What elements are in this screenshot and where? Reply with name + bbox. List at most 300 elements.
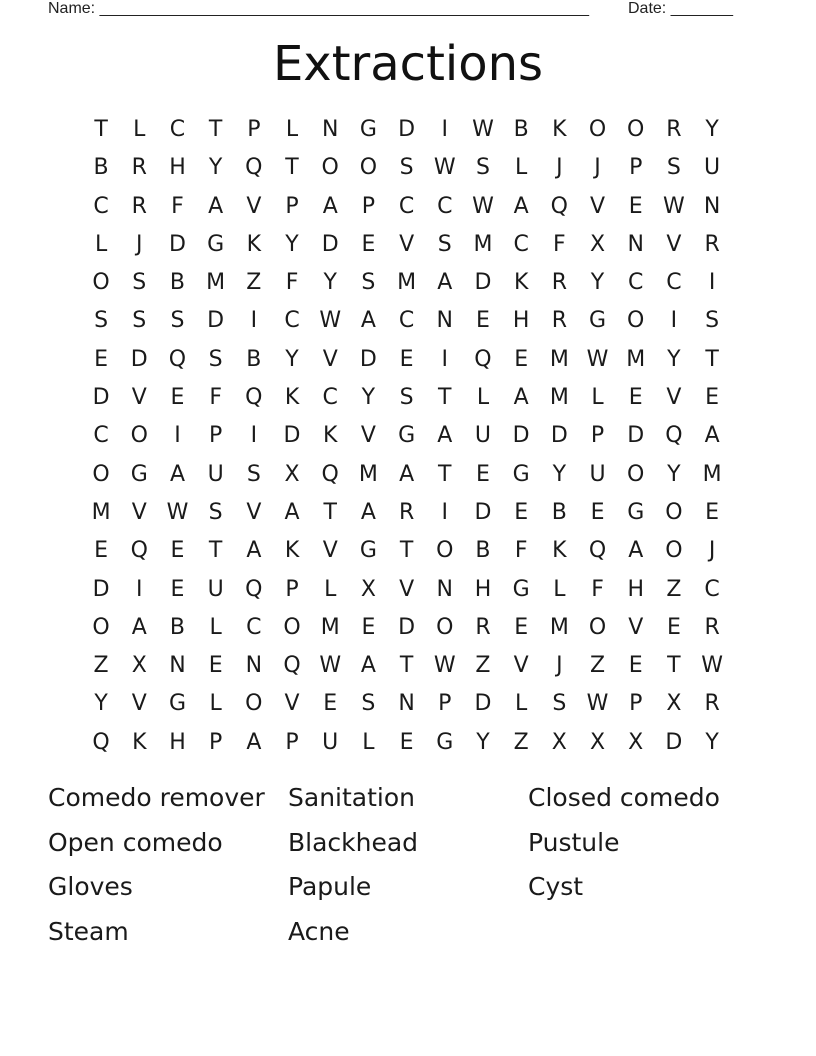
grid-letter: A [513, 385, 529, 411]
grid-letter: N [169, 653, 186, 679]
grid-letter: E [323, 691, 338, 717]
grid-letter: A [437, 423, 453, 449]
grid-letter: I [670, 308, 678, 334]
grid-letter: E [361, 614, 376, 640]
grid-letter: L [476, 385, 490, 411]
grid-letter: V [131, 385, 147, 411]
grid-letter: T [208, 538, 223, 564]
grid-letter: S [399, 155, 414, 181]
grid-letter: E [590, 499, 605, 525]
grid-letter: S [208, 346, 223, 372]
grid-letter: V [246, 193, 262, 219]
grid-letter: H [627, 576, 644, 602]
grid-letter: V [131, 499, 147, 525]
grid-letter: A [628, 538, 644, 564]
grid-letter: B [513, 117, 529, 142]
grid-letter: N [245, 653, 263, 679]
grid-letter: X [589, 729, 606, 755]
grid-letter: E [399, 729, 414, 755]
grid-letter: K [132, 729, 147, 755]
grid-letter: R [704, 614, 720, 640]
grid-letter: J [708, 538, 716, 564]
grid-letter: I [441, 346, 449, 372]
grid-letter: D [474, 270, 492, 296]
grid-letter: D [665, 729, 683, 755]
grid-letter: V [666, 231, 682, 257]
grid-letter: G [627, 499, 645, 525]
word-list-item: Pustule [528, 827, 620, 857]
grid-letter: X [589, 231, 606, 257]
grid-letter: Y [323, 270, 337, 296]
grid-letter: K [246, 231, 262, 257]
grid-letter: Q [321, 461, 339, 487]
grid-letter: Z [93, 653, 109, 679]
grid-letter: C [246, 614, 262, 640]
grid-letter: O [436, 614, 454, 640]
grid-letter: P [629, 155, 643, 181]
grid-letter: R [475, 614, 491, 640]
grid-letter: S [132, 308, 147, 334]
grid-letter: M [206, 270, 226, 296]
grid-letter: E [628, 653, 643, 679]
grid-letter: S [246, 461, 261, 487]
grid-letter: V [246, 499, 262, 525]
grid-letter: D [550, 423, 568, 449]
grid-letter: B [169, 614, 186, 640]
grid-letter: G [589, 308, 607, 334]
grid-letter: G [130, 461, 148, 487]
grid-letter: J [556, 653, 563, 679]
grid-letter: A [208, 193, 224, 219]
grid-letter: M [549, 614, 569, 640]
grid-letter: P [438, 691, 452, 717]
grid-letter: O [665, 499, 683, 525]
grid-letter: C [437, 193, 453, 219]
grid-letter: T [438, 461, 452, 487]
grid-letter: V [322, 538, 338, 564]
grid-letter: E [361, 231, 376, 257]
grid-letter: Y [476, 729, 490, 755]
grid-letter: D [130, 346, 148, 372]
grid-letter: S [552, 691, 567, 717]
grid-letter: Q [588, 538, 607, 564]
grid-letter: P [629, 691, 643, 717]
grid-letter: R [704, 231, 720, 257]
grid-letter: C [322, 385, 338, 411]
grid-letter: U [207, 576, 224, 602]
name-field-label: Name: _______________________________________________________ [48, 0, 589, 17]
grid-letter: E [514, 499, 529, 525]
grid-letter: Q [665, 423, 683, 449]
grid-letter: B [475, 538, 491, 564]
grid-letter: W [166, 499, 189, 525]
grid-letter: W [319, 308, 342, 334]
grid-letter: R [131, 155, 147, 181]
letter-grid [82, 111, 731, 762]
word-list-item: Acne [288, 916, 350, 946]
grid-letter: D [283, 423, 301, 449]
grid-letter: M [549, 385, 569, 411]
grid-letter: U [589, 461, 606, 487]
grid-letter: J [594, 155, 601, 181]
grid-letter: X [551, 729, 567, 755]
grid-letter: Z [513, 729, 529, 755]
grid-letter: O [245, 691, 263, 717]
grid-letter: S [475, 155, 490, 181]
grid-letter: M [397, 270, 417, 296]
grid-letter: U [207, 461, 224, 487]
grid-letter: B [169, 270, 186, 296]
grid-letter: K [513, 270, 529, 296]
grid-letter: C [93, 423, 109, 449]
grid-letter: O [588, 614, 607, 640]
grid-letter: E [170, 385, 185, 411]
grid-letter: D [512, 423, 530, 449]
grid-letter: Q [245, 576, 263, 602]
grid-letter: P [361, 193, 376, 219]
grid-letter: Q [245, 385, 263, 411]
grid-letter: A [513, 193, 529, 219]
grid-letter: A [246, 729, 262, 755]
grid-letter: Q [550, 193, 568, 219]
grid-letter: L [209, 614, 222, 640]
grid-letter: E [705, 385, 720, 411]
grid-letter: A [360, 499, 376, 525]
grid-letter: E [666, 614, 681, 640]
grid-letter: J [136, 231, 143, 257]
grid-letter: S [170, 308, 185, 334]
grid-letter: O [436, 538, 454, 564]
grid-letter: N [703, 193, 721, 219]
grid-letter: L [515, 155, 528, 181]
grid-letter: Y [285, 346, 299, 372]
grid-letter: E [94, 346, 109, 372]
grid-letter: R [551, 270, 567, 296]
grid-letter: Z [475, 653, 491, 679]
grid-letter: A [437, 270, 453, 296]
date-field-label: Date: _______ [628, 0, 733, 17]
grid-letter: T [323, 499, 337, 525]
grid-letter: B [93, 155, 109, 181]
grid-letter: Y [590, 270, 605, 296]
grid-letter: S [399, 385, 414, 411]
grid-letter: K [552, 538, 567, 564]
grid-letter: B [246, 346, 262, 372]
grid-letter: V [360, 423, 376, 449]
grid-letter: R [398, 499, 415, 525]
grid-letter: S [132, 270, 147, 296]
grid-letter: O [665, 538, 683, 564]
grid-letter: E [170, 576, 185, 602]
grid-letter: E [94, 538, 109, 564]
grid-letter: G [359, 538, 377, 564]
grid-letter: A [284, 499, 300, 525]
grid-letter: L [362, 729, 375, 755]
grid-letter: I [136, 576, 143, 602]
grid-letter: Y [361, 385, 376, 411]
grid-letter: M [702, 461, 722, 487]
grid-letter: X [666, 691, 682, 717]
grid-letter: H [169, 729, 186, 755]
grid-letter: V [284, 691, 300, 717]
grid-letter: Y [667, 346, 681, 372]
grid-letter: H [512, 308, 530, 334]
grid-letter: F [171, 193, 184, 219]
grid-letter: Q [168, 346, 187, 372]
grid-letter: W [433, 155, 456, 181]
grid-letter: S [705, 308, 720, 334]
grid-letter: R [666, 117, 682, 142]
grid-letter: I [250, 423, 258, 449]
grid-letter: O [359, 155, 378, 181]
grid-letter: L [133, 117, 146, 142]
grid-letter: I [441, 117, 449, 142]
grid-letter: P [285, 729, 299, 755]
grid-letter: Y [285, 231, 299, 257]
grid-letter: E [476, 308, 490, 334]
grid-letter: D [92, 385, 110, 411]
grid-letter: I [250, 308, 258, 334]
grid-letter: T [208, 117, 223, 142]
grid-letter: O [627, 461, 645, 487]
grid-letter: M [626, 346, 646, 372]
grid-letter: G [512, 461, 530, 487]
grid-letter: J [556, 155, 563, 181]
grid-letter: M [473, 231, 493, 257]
grid-letter: E [514, 614, 529, 640]
grid-letter: Z [589, 653, 606, 679]
grid-letter: T [705, 346, 719, 372]
grid-letter: D [474, 691, 492, 717]
grid-letter: P [209, 729, 223, 755]
grid-letter: Y [705, 729, 719, 755]
grid-letter: X [131, 653, 147, 679]
grid-letter: W [586, 691, 609, 717]
grid-letter: C [513, 231, 529, 257]
grid-letter: O [627, 308, 645, 334]
grid-letter: P [285, 576, 299, 602]
grid-letter: H [169, 155, 186, 181]
grid-letter: A [360, 308, 376, 334]
grid-letter: L [324, 576, 337, 602]
word-list-item: Papule [288, 872, 372, 902]
grid-letter: D [359, 346, 377, 372]
grid-letter: S [361, 691, 376, 717]
grid-letter: M [549, 346, 569, 372]
grid-letter: O [130, 423, 148, 449]
grid-letter: E [208, 653, 223, 679]
grid-letter: C [666, 270, 682, 296]
grid-letter: U [322, 729, 339, 755]
grid-letter: G [398, 423, 416, 449]
grid-letter: T [667, 653, 681, 679]
grid-letter: P [247, 117, 261, 142]
grid-letter: O [321, 155, 339, 181]
grid-letter: A [322, 193, 338, 219]
grid-letter: C [398, 308, 415, 334]
grid-letter: A [704, 423, 720, 449]
grid-letter: A [360, 653, 376, 679]
grid-letter: G [168, 691, 186, 717]
grid-letter: Q [283, 653, 301, 679]
grid-letter: Y [94, 691, 108, 717]
grid-letter: E [170, 538, 185, 564]
grid-letter: F [591, 576, 604, 602]
grid-letter: O [588, 117, 607, 142]
word-list-item: Sanitation [288, 783, 415, 812]
grid-letter: F [514, 538, 528, 564]
word-list-item: Comedo remover [48, 783, 265, 812]
grid-letter: L [515, 691, 528, 717]
grid-letter: V [322, 346, 338, 372]
grid-letter: U [704, 155, 721, 181]
grid-letter: S [94, 308, 109, 334]
grid-letter: N [627, 231, 644, 257]
grid-letter: L [553, 576, 566, 602]
grid-letter: P [209, 423, 223, 449]
grid-letter: E [628, 193, 643, 219]
grid-letter: R [131, 193, 147, 219]
grid-letter: L [209, 691, 222, 717]
grid-letter: D [168, 231, 186, 257]
grid-letter: O [92, 461, 110, 487]
grid-letter: V [399, 576, 415, 602]
grid-letter: E [399, 346, 414, 372]
word-list-item: Open comedo [48, 827, 223, 857]
grid-letter: U [474, 423, 492, 449]
grid-letter: A [246, 538, 262, 564]
grid-letter: D [627, 423, 645, 449]
grid-letter: X [628, 729, 644, 755]
grid-letter: D [398, 614, 416, 640]
grid-letter: S [361, 270, 376, 296]
grid-letter: M [320, 614, 340, 640]
word-list-item: Cyst [528, 872, 584, 902]
grid-letter: O [92, 270, 110, 296]
word-list [48, 778, 768, 956]
grid-letter: N [321, 117, 339, 142]
grid-letter: W [586, 346, 609, 372]
grid-letter: A [399, 461, 415, 487]
grid-letter: Q [245, 155, 263, 181]
grid-letter: D [207, 308, 225, 334]
grid-letter: P [590, 423, 605, 449]
grid-letter: V [666, 385, 682, 411]
grid-letter: E [476, 461, 490, 487]
grid-letter: D [474, 499, 492, 525]
grid-letter: X [284, 461, 300, 487]
grid-letter: A [169, 461, 185, 487]
grid-letter: M [358, 461, 378, 487]
grid-letter: G [512, 576, 530, 602]
grid-letter: Y [667, 461, 681, 487]
grid-letter: Z [666, 576, 682, 602]
grid-letter: F [285, 270, 299, 296]
grid-letter: C [93, 193, 109, 219]
grid-letter: G [436, 729, 454, 755]
grid-letter: V [399, 231, 415, 257]
grid-letter: O [627, 117, 645, 142]
grid-letter: Y [705, 117, 719, 142]
grid-letter: Y [208, 155, 223, 181]
grid-letter: I [441, 499, 449, 525]
grid-letter: E [628, 385, 643, 411]
grid-letter: D [398, 117, 416, 142]
grid-letter: L [591, 385, 604, 411]
grid-letter: Q [92, 729, 110, 755]
grid-letter: T [285, 155, 299, 181]
grid-letter: X [360, 576, 376, 602]
grid-letter: Q [130, 538, 148, 564]
grid-letter: I [174, 423, 181, 449]
grid-letter: L [285, 117, 299, 142]
grid-letter: T [399, 653, 414, 679]
grid-letter: E [514, 346, 529, 372]
grid-letter: W [663, 193, 685, 219]
grid-letter: C [398, 193, 415, 219]
grid-letter: C [704, 576, 720, 602]
grid-letter: F [209, 385, 222, 411]
word-list-item: Gloves [48, 872, 133, 902]
grid-letter: B [551, 499, 567, 525]
grid-letter: W [433, 653, 456, 679]
grid-letter: N [398, 691, 415, 717]
grid-letter: G [207, 231, 225, 257]
grid-letter: N [436, 308, 454, 334]
grid-letter: W [472, 193, 494, 219]
grid-letter: Q [474, 346, 492, 372]
grid-letter: V [513, 653, 529, 679]
grid-letter: V [628, 614, 644, 640]
grid-letter: F [553, 231, 566, 257]
grid-letter: V [590, 193, 606, 219]
grid-letter: Z [246, 270, 262, 296]
page-title: Extractions [272, 36, 544, 92]
grid-letter: I [708, 270, 716, 296]
grid-letter: O [92, 614, 110, 640]
grid-letter: K [552, 117, 567, 142]
grid-letter: R [704, 691, 720, 717]
word-list-item: Steam [48, 916, 129, 946]
grid-letter: P [285, 193, 299, 219]
grid-letter: C [169, 117, 186, 142]
grid-letter: H [474, 576, 492, 602]
grid-letter: K [284, 538, 300, 564]
grid-letter: T [399, 538, 414, 564]
grid-letter: V [131, 691, 147, 717]
grid-letter: S [437, 231, 452, 257]
grid-letter: C [284, 308, 300, 334]
grid-letter: T [94, 117, 108, 142]
grid-letter: S [208, 499, 223, 525]
grid-letter: Y [552, 461, 567, 487]
grid-letter: O [283, 614, 301, 640]
grid-letter: E [705, 499, 720, 525]
grid-letter: W [701, 653, 723, 679]
grid-letter: K [323, 423, 338, 449]
grid-letter: G [359, 117, 377, 142]
grid-letter: R [551, 308, 567, 334]
word-list-item: Closed comedo [528, 783, 720, 812]
grid-letter: W [472, 117, 494, 142]
grid-letter: T [438, 385, 452, 411]
grid-letter: A [131, 614, 147, 640]
word-list-item: Blackhead [288, 827, 419, 857]
grid-letter: D [321, 231, 339, 257]
grid-letter: C [628, 270, 644, 296]
grid-letter: L [94, 231, 108, 257]
grid-letter: D [92, 576, 110, 602]
